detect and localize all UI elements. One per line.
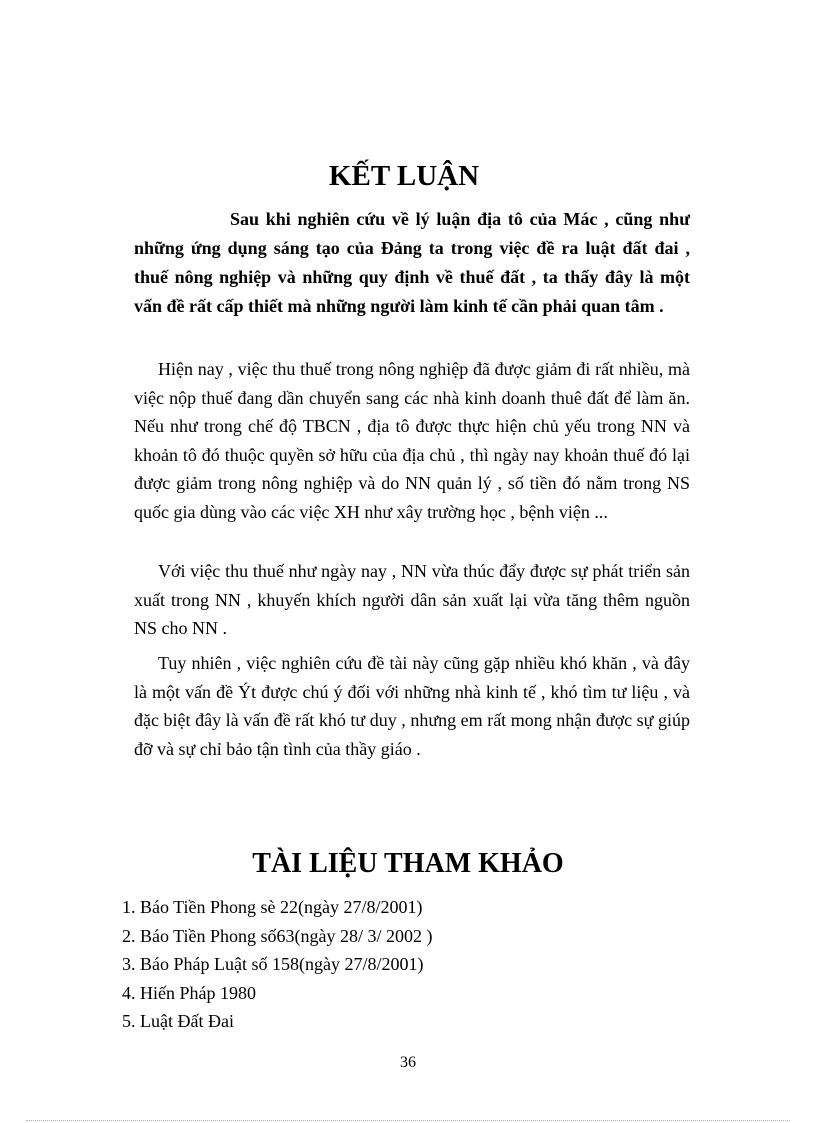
conclusion-heading: KẾT LUẬN xyxy=(328,160,480,192)
conclusion-paragraph: Với việc thu thuế như ngày nay , NN vừa thúc đẩy được sự phát triển sản xuất trong NN , khuyến khích người dân sản xuất lại vừa tăng thêm nguồn NS cho NN . xyxy=(134,561,690,638)
page-bottom-divider xyxy=(26,1120,790,1121)
reference-item: 1. Báo Tiền Phong sè 22(ngày 27/8/2001) xyxy=(122,897,423,917)
references-heading: TÀI LIỆU THAM KHẢO xyxy=(252,848,564,879)
conclusion-paragraph: Hiện nay , việc thu thuế trong nông nghiệp đã được giảm đi rất nhiều, mà việc nộp thuế đang dần chuyển sang các nhà kinh doanh thuê đất để làm ăn. Nếu như trong chế độ TBCN , địa tô được thực hiện chủ yếu trong NN và khoản tô đó thuộc quyền sở hữu của địa chủ , thì ngày nay khoản thuế đó lại được giảm trong nông nghiệp và do NN quản lý , số tiền đó nằm trong NS quốc gia dùng vào các việc XH như xây trường học , bệnh viện ... xyxy=(134,359,690,522)
conclusion-intro-paragraph: Sau khi nghiên cứu về lý luận địa tô của Mác , cũng như những ứng dụng sáng tạo của Đảng ta trong việc đề ra luật đất đai , thuế nông nghiệp và những quy định về thuế đất , ta thấy đây là một vấn đề rất cấp thiết mà những người làm kinh tế cần phải quan tâm . xyxy=(134,209,690,316)
page-number: 36 xyxy=(400,1054,416,1071)
reference-item: 4. Hiến Pháp 1980 xyxy=(122,982,256,1003)
reference-list xyxy=(122,893,433,1036)
reference-item: 3. Báo Pháp Luật số 158(ngày 27/8/2001) xyxy=(122,954,424,974)
conclusion-paragraph: Tuy nhiên , việc nghiên cứu đề tài này cũng gặp nhiều khó khăn , và đây là một vấn đề Ýt được chú ý đối với những nhà kinh tế , khó tìm tư liệu , và đặc biệt đây là vấn đề rất khó tư duy , nhưng em rất mong nhận được sự giúp đỡ và sự chỉ bảo tận tình của thầy giáo . xyxy=(134,653,690,759)
reference-item: 2. Báo Tiền Phong số63(ngày 28/ 3/ 2002 ) xyxy=(122,925,433,946)
reference-item: 5. Luật Đất Đai xyxy=(122,1011,234,1031)
